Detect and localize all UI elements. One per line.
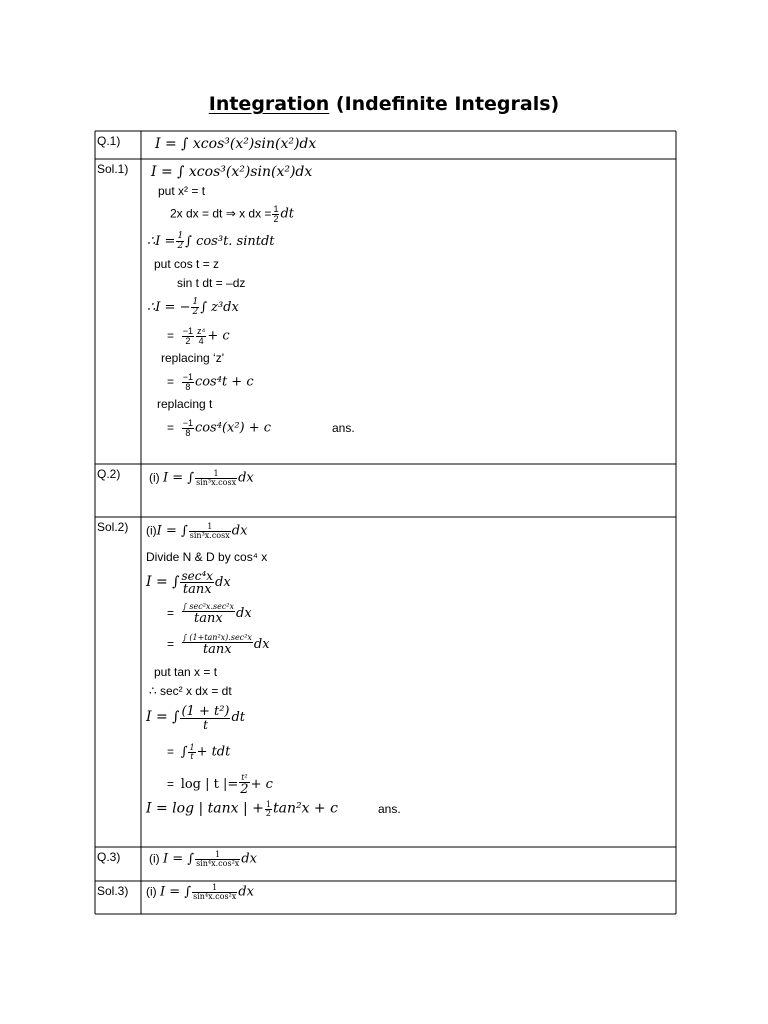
frac-num: z⁴ <box>196 326 206 336</box>
sol2-line1-frac <box>189 523 231 540</box>
sol2-line3-b: dx <box>215 575 231 591</box>
sol2-line10-frac <box>239 774 249 796</box>
q2-row <box>95 464 676 517</box>
q3-prefix: (i) <box>149 851 160 866</box>
title-rest: (Indefinite Integrals) <box>329 93 560 115</box>
sol2-line9-frac <box>188 744 195 761</box>
sol2-line1-prefix: (i) <box>146 523 157 538</box>
q2-question <box>149 470 254 487</box>
frac-num: ∫ sec²x.sec²x <box>182 602 235 611</box>
q3-question <box>149 851 257 868</box>
sol1-line3-b: dt <box>280 206 294 222</box>
sol1-ans: ans. <box>332 421 355 435</box>
frac-num: −1 <box>182 418 193 428</box>
sol2-line8 <box>146 705 245 731</box>
frac-num: 1 <box>189 743 195 752</box>
frac-num: 1 <box>195 470 237 479</box>
sol1-line1: I = ∫ xcos³(x²)sin(x²)dx <box>151 164 313 180</box>
sol2-line5-frac <box>182 634 253 656</box>
sol2-line9-b: + tdt <box>196 744 231 760</box>
sol2-row <box>95 517 676 847</box>
sol1-line3 <box>170 205 294 224</box>
sol1-line5: put cos t = z <box>154 257 220 271</box>
frac-num: 1 <box>192 297 199 307</box>
sol2-line9-a: ∫ <box>180 744 188 760</box>
sol2-line11 <box>146 801 338 818</box>
sol1-line12-eq: = <box>167 420 175 435</box>
sol1-row <box>95 159 676 464</box>
sol1-line7 <box>147 298 239 317</box>
sol3-prefix: (i) <box>146 884 157 899</box>
frac-num: −1 <box>182 326 193 336</box>
frac-num: 1 <box>192 884 237 893</box>
sol2-line2: Divide N & D by cos⁴ x <box>146 550 268 564</box>
q3-row <box>95 847 676 881</box>
frac-den: sin⁴x.cos²x <box>193 892 237 901</box>
sol3-row <box>95 881 676 914</box>
sol2-line11-frac <box>265 801 272 818</box>
sol2-line1-b: dx <box>231 523 248 539</box>
sol1-line7-frac <box>191 298 199 317</box>
q1-label: Q.1) <box>97 134 121 148</box>
sol2-line3-frac <box>180 570 214 596</box>
sol1-line10 <box>167 373 254 392</box>
frac-den: 2 <box>240 782 249 797</box>
sol2-line1-a: I = ∫ <box>156 523 188 539</box>
frac-num: 1 <box>189 523 231 532</box>
frac-den: 2 <box>185 336 191 346</box>
sol2-line10-eq: = <box>167 777 175 792</box>
title-underlined: Integration <box>208 93 330 115</box>
sol3-expr-a: I = ∫ <box>160 884 192 900</box>
sol2-line5 <box>167 634 270 656</box>
frac-den: tanx <box>182 582 212 597</box>
frac-num: (1 + t²) <box>181 704 230 719</box>
frac-den: t <box>203 718 208 732</box>
sol1-line4-b: ∫ cos³t. sintdt <box>185 234 275 249</box>
sol1-line10-b: cos⁴t + c <box>194 374 254 390</box>
sol2-line3 <box>146 570 231 596</box>
frac-den: 2 <box>273 214 279 224</box>
sol2-line4-frac <box>182 603 235 625</box>
sol2-line4-b: dx <box>236 606 252 622</box>
sol2-line9-eq: = <box>167 744 175 759</box>
sol2-line11-b: tan²x + c <box>272 800 338 817</box>
q3-frac <box>195 851 240 868</box>
sol1-line7-a: ∴I = − <box>147 300 191 315</box>
sol2-line11-a: I = log | tanx | + <box>146 800 264 817</box>
sol1-line8-frac1 <box>182 327 194 346</box>
frac-den: 2 <box>192 307 199 317</box>
sol1-line9: replacing ‘z' <box>161 351 224 365</box>
frac-num: ∫ (1+tan²x).sec²x <box>182 633 252 642</box>
frac-den: sin³x.cosx <box>189 531 230 540</box>
frac-den: tanx <box>202 642 232 657</box>
sol1-line4 <box>147 232 275 251</box>
sol2-ans: ans. <box>378 802 401 816</box>
sol2-line5-b: dx <box>253 637 270 653</box>
sol1-line3-frac <box>272 205 279 224</box>
q2-expr-a: I = ∫ <box>163 470 195 486</box>
sol2-line9 <box>167 744 230 761</box>
sol1-line3-a: 2x dx = dt ⇒ x dx = <box>170 206 272 221</box>
frac-num: 1 <box>273 204 279 214</box>
frac-den: 4 <box>198 336 204 346</box>
sol1-line4-a: ∴I = <box>147 234 176 249</box>
sol1-line7-b: ∫ z³dx <box>200 300 239 315</box>
sol1-line8-frac2 <box>196 327 206 346</box>
sol1-line8 <box>167 327 230 346</box>
frac-num: sec⁴x <box>181 569 214 583</box>
q3-expr-b: dx <box>241 851 257 867</box>
sol1-label: Sol.1) <box>97 162 129 176</box>
sol3-question <box>146 884 254 901</box>
sol2-line8-a: I = ∫ <box>146 709 180 726</box>
q3-expr-a: I = ∫ <box>163 851 195 867</box>
sol1-line6: sin t dt = –dz <box>177 276 246 290</box>
sol1-line4-frac <box>176 232 184 251</box>
q2-label: Q.2) <box>97 467 121 481</box>
sol1-line8-eq: = <box>167 328 175 343</box>
sol2-line8-b: dt <box>231 710 246 726</box>
sol1-line8-b: + c <box>207 328 230 344</box>
page-title <box>0 93 768 115</box>
sol1-line2: put x² = t <box>158 184 206 198</box>
frac-num: 1 <box>177 231 184 241</box>
sol3-label: Sol.3) <box>97 884 129 898</box>
frac-den: 8 <box>185 382 191 392</box>
sol1-line12 <box>167 419 271 438</box>
sol1-line10-eq: = <box>167 374 175 389</box>
sol3-expr-b: dx <box>238 884 254 900</box>
sol2-line6: put tan x = t <box>154 665 218 679</box>
frac-den: 2 <box>265 809 271 818</box>
sol2-label: Sol.2) <box>97 520 129 534</box>
frac-den: 2 <box>177 241 184 251</box>
frac-num: 1 <box>195 851 240 860</box>
q2-frac <box>195 470 237 487</box>
frac-den: t <box>190 752 194 761</box>
frac-num: 1 <box>265 800 271 809</box>
frac-den: 8 <box>185 428 191 438</box>
q3-label: Q.3) <box>97 850 121 864</box>
sol2-line4 <box>167 603 252 625</box>
sol2-line4-eq: = <box>167 606 175 621</box>
frac-num: t² <box>241 773 248 782</box>
sol2-line3-a: I = ∫ <box>146 574 180 591</box>
q2-prefix: (i) <box>149 470 160 485</box>
sol1-line12-frac <box>182 419 194 438</box>
frac-den: sin⁴x.cos²x <box>196 859 240 868</box>
q1-question: I = ∫ xcos³(x²)sin(x²)dx <box>155 136 317 152</box>
sol2-line8-frac <box>180 705 230 731</box>
sol2-line10-b: + c <box>250 777 273 793</box>
sol2-line10-a: log | t |= <box>180 777 239 793</box>
q1-row <box>95 131 676 159</box>
q2-expr-b: dx <box>238 470 254 486</box>
sol2-line10 <box>167 774 273 796</box>
sol2-line1 <box>146 523 247 540</box>
sol3-frac <box>192 884 237 901</box>
frac-num: −1 <box>182 372 193 382</box>
sol2-line5-eq: = <box>167 637 175 652</box>
frac-den: tanx <box>194 611 223 626</box>
sol1-line11: replacing t <box>157 397 213 411</box>
sol1-line12-b: cos⁴(x²) + c <box>194 420 272 436</box>
sol1-line10-frac <box>182 373 194 392</box>
frac-den: sin³x.cosx <box>196 478 237 487</box>
sol2-line7: ∴ sec² x dx = dt <box>149 684 232 698</box>
